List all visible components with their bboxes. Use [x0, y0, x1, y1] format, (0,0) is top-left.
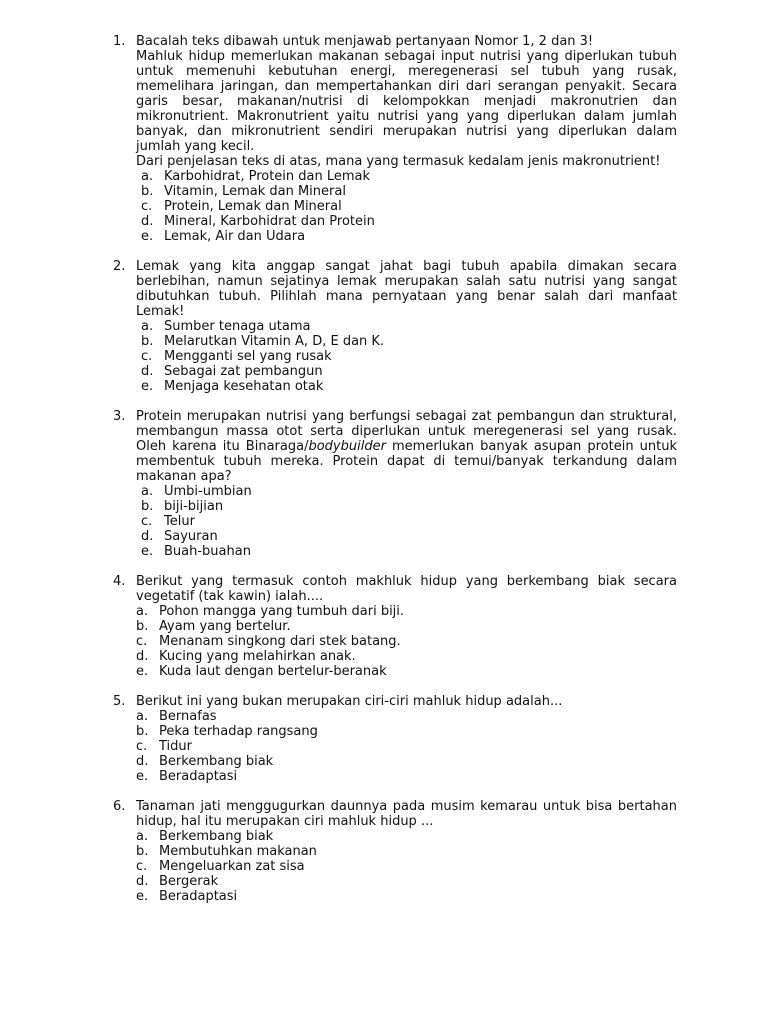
question-number: 1.	[113, 34, 126, 49]
answer-option: e. Buah-buahan	[141, 544, 251, 559]
answer-option: e. Lemak, Air dan Udara	[141, 229, 306, 244]
italic-term: bodybuilder	[308, 439, 386, 454]
answer-option: e. Menjaga kesehatan otak	[141, 379, 324, 394]
question-prompt: Dari penjelasan teks di atas, mana yang termasuk kedalam jenis makronutrient!	[136, 154, 661, 169]
answer-option: d. Berkembang biak	[136, 754, 274, 769]
answer-option: c. Protein, Lemak dan Mineral	[141, 199, 342, 214]
answer-option: d. Bergerak	[136, 874, 219, 889]
answer-option: c. Mengganti sel yang rusak	[141, 349, 332, 364]
question-3	[0, 409, 768, 559]
question-prompt: Berikut yang termasuk contoh makhluk hidup yang berkembang biak secara vegetatif (tak kawin) ialah....	[136, 574, 677, 604]
answer-option: b. Melarutkan Vitamin A, D, E dan K.	[141, 334, 385, 349]
answer-option: a. Karbohidrat, Protein dan Lemak	[141, 169, 371, 184]
answer-options	[0, 604, 768, 679]
question-instruction: Bacalah teks dibawah untuk menjawab pertanyaan Nomor 1, 2 dan 3!	[136, 34, 594, 49]
answer-option: c. Mengeluarkan zat sisa	[136, 859, 305, 874]
answer-option: d. Sayuran	[141, 529, 218, 544]
document-page	[0, 34, 768, 919]
question-number: 3.	[113, 409, 126, 424]
question-number: 6.	[113, 799, 126, 814]
answer-option: a. Umbi-umbian	[141, 484, 252, 499]
answer-options	[0, 319, 768, 394]
question-5	[0, 694, 768, 784]
answer-option: a. Bernafas	[136, 709, 217, 724]
question-prompt: Protein merupakan nutrisi yang berfungsi sebagai zat pembangun dan struktural, membangun massa otot serta diperlukan untuk meregenerasi sel yang rusak. Oleh karena itu Binaraga/bodybuilder memerlukan banyak asupan protein untuk membentuk tubuh mereka. Protein dapat di temui/banyak terkandung dalam makanan apa?	[136, 409, 677, 484]
answer-option: a. Berkembang biak	[136, 829, 274, 844]
answer-option: b. Peka terhadap rangsang	[136, 724, 318, 739]
answer-option: b. Vitamin, Lemak dan Mineral	[141, 184, 346, 199]
answer-options	[0, 484, 768, 559]
answer-option: c. Menanam singkong dari stek batang.	[136, 634, 401, 649]
answer-option: e. Kuda laut dengan bertelur-beranak	[136, 664, 387, 679]
answer-option: a. Sumber tenaga utama	[141, 319, 311, 334]
answer-options	[0, 829, 768, 904]
answer-option: a. Pohon mangga yang tumbuh dari biji.	[136, 604, 405, 619]
answer-option: c. Tidur	[136, 739, 192, 754]
answer-option: e. Beradaptasi	[136, 889, 238, 904]
question-1	[0, 34, 768, 244]
reading-passage: Mahluk hidup memerlukan makanan sebagai input nutrisi yang diperlukan tubuh untuk memenuhi kebutuhan energi, meregenerasi sel tubuh yang rusak, memelihara jaringan, dan mempertahankan diri dari serangan penyakit. Secara garis besar, makanan/nutrisi di kelompokkan menjadi makronutrien dan mikronutrient. Makronutrient yaitu nutrisi yang yang diperlukan dalam jumlah banyak, dan mikronutrient sendiri merupakan nutrisi yang diperlukan dalam jumlah yang kecil.	[136, 49, 677, 154]
question-prompt: Berikut ini yang bukan merupakan ciri-ciri mahluk hidup adalah...	[136, 694, 563, 709]
question-number: 4.	[113, 574, 126, 589]
question-2	[0, 259, 768, 394]
answer-option: d. Mineral, Karbohidrat dan Protein	[141, 214, 375, 229]
question-4	[0, 574, 768, 679]
answer-option: d. Sebagai zat pembangun	[141, 364, 323, 379]
question-number: 5.	[113, 694, 126, 709]
answer-options	[0, 169, 768, 244]
answer-option: b. Membutuhkan makanan	[136, 844, 317, 859]
answer-option: b. Ayam yang bertelur.	[136, 619, 291, 634]
answer-option: c. Telur	[141, 514, 195, 529]
question-prompt: Tanaman jati menggugurkan daunnya pada musim kemarau untuk bisa bertahan hidup, hal itu merupakan ciri mahluk hidup ...	[136, 799, 677, 829]
question-number: 2.	[113, 259, 126, 274]
answer-option: b. biji-bijian	[141, 499, 224, 514]
answer-option: d. Kucing yang melahirkan anak.	[136, 649, 356, 664]
question-6	[0, 799, 768, 904]
answer-options	[0, 709, 768, 784]
question-prompt: Lemak yang kita anggap sangat jahat bagi tubuh apabila dimakan secara berlebihan, namun sejatinya lemak merupakan salah satu nutrisi yang sangat dibutuhkan tubuh. Pilihlah mana pernyataan yang benar salah dari manfaat Lemak!	[136, 259, 677, 319]
answer-option: e. Beradaptasi	[136, 769, 238, 784]
